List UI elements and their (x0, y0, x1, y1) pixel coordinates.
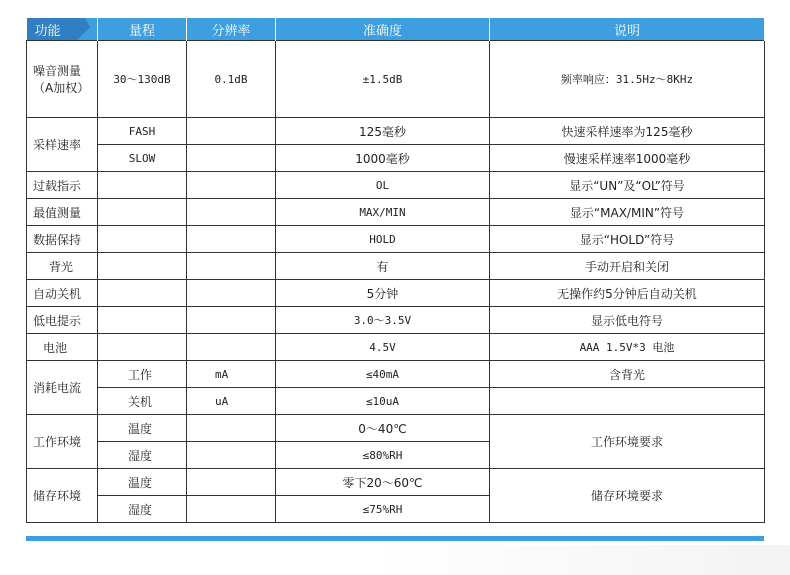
cell-range: 工作 (98, 361, 187, 388)
cell-resolution (187, 226, 276, 253)
spec-sheet (26, 18, 764, 523)
cell-accuracy: HOLD (276, 226, 490, 253)
cell-range (98, 199, 187, 226)
cell-accuracy: ≤10uA (276, 388, 490, 415)
cell-accuracy: MAX/MIN (276, 199, 490, 226)
cell-range (98, 226, 187, 253)
cell-function: 电池 (27, 334, 98, 361)
cell-resolution (187, 145, 276, 172)
cell-resolution (187, 199, 276, 226)
cell-accuracy: 有 (276, 253, 490, 280)
cell-range: SLOW (98, 145, 187, 172)
cell-accuracy: ≤75%RH (276, 496, 490, 523)
cell-range (98, 280, 187, 307)
cell-description: 无操作约5分钟后自动关机 (490, 280, 765, 307)
cell-function: 低电提示 (27, 307, 98, 334)
table-row (27, 388, 765, 415)
cell-description (490, 388, 765, 415)
cell-function: 噪音测量 （A加权） (27, 41, 98, 118)
cell-resolution: 0.1dB (187, 41, 276, 118)
cell-function: 过载指示 (27, 172, 98, 199)
table-row (27, 145, 765, 172)
cell-function: 消耗电流 (27, 361, 98, 415)
cell-range: FASH (98, 118, 187, 145)
cell-description: 快速采样速率为125毫秒 (490, 118, 765, 145)
cell-resolution: mA (187, 361, 276, 388)
cell-accuracy: 4.5V (276, 334, 490, 361)
cell-resolution (187, 172, 276, 199)
table-row (27, 41, 765, 118)
cell-accuracy: ≤40mA (276, 361, 490, 388)
cell-resolution (187, 442, 276, 469)
cell-function: 自动关机 (27, 280, 98, 307)
background-fade (370, 545, 790, 575)
cell-function: 背光 (27, 253, 98, 280)
bottom-accent-bar (26, 536, 764, 541)
cell-description: AAA 1.5V*3 电池 (490, 334, 765, 361)
table-row (27, 226, 765, 253)
cell-description: 显示“UN”及“OL”符号 (490, 172, 765, 199)
cell-accuracy: ≤80%RH (276, 442, 490, 469)
cell-resolution (187, 496, 276, 523)
table-row (27, 415, 765, 442)
cell-function: 储存环境 (27, 469, 98, 523)
cell-resolution (187, 253, 276, 280)
cell-description: 手动开启和关闭 (490, 253, 765, 280)
table-row (27, 469, 765, 496)
cell-resolution (187, 334, 276, 361)
spec-table (26, 18, 765, 523)
cell-range (98, 334, 187, 361)
cell-function: 最值测量 (27, 199, 98, 226)
cell-description: 显示低电符号 (490, 307, 765, 334)
header-accuracy: 准确度 (276, 18, 490, 41)
cell-function: 采样速率 (27, 118, 98, 172)
table-header (27, 18, 765, 41)
cell-resolution (187, 469, 276, 496)
table-row (27, 199, 765, 226)
cell-range: 温度 (98, 415, 187, 442)
cell-range (98, 307, 187, 334)
cell-description: 储存环境要求 (490, 469, 765, 523)
cell-range: 温度 (98, 469, 187, 496)
header-description: 说明 (490, 18, 765, 41)
cell-description: 慢速采样速率1000毫秒 (490, 145, 765, 172)
cell-resolution: uA (187, 388, 276, 415)
cell-function: 数据保持 (27, 226, 98, 253)
cell-resolution (187, 415, 276, 442)
cell-description: 显示“MAX/MIN”符号 (490, 199, 765, 226)
cell-accuracy: 1000毫秒 (276, 145, 490, 172)
table-row (27, 172, 765, 199)
cell-accuracy: 5分钟 (276, 280, 490, 307)
cell-accuracy: OL (276, 172, 490, 199)
cell-description: 频率响应：31.5Hz～8KHz (490, 41, 765, 118)
cell-range: 30～130dB (98, 41, 187, 118)
cell-accuracy: 零下20～60℃ (276, 469, 490, 496)
cell-accuracy: 3.0～3.5V (276, 307, 490, 334)
cell-resolution (187, 118, 276, 145)
table-row (27, 307, 765, 334)
cell-description: 工作环境要求 (490, 415, 765, 469)
table-row (27, 280, 765, 307)
table-row (27, 334, 765, 361)
cell-description: 含背光 (490, 361, 765, 388)
cell-description: 显示“HOLD”符号 (490, 226, 765, 253)
table-row (27, 361, 765, 388)
table-row (27, 118, 765, 145)
cell-function: 工作环境 (27, 415, 98, 469)
header-range: 量程 (98, 18, 187, 41)
cell-resolution (187, 280, 276, 307)
cell-range: 湿度 (98, 442, 187, 469)
cell-range (98, 172, 187, 199)
cell-accuracy: 125毫秒 (276, 118, 490, 145)
header-function: 功能 (27, 18, 98, 41)
cell-resolution (187, 307, 276, 334)
cell-range: 湿度 (98, 496, 187, 523)
cell-range (98, 253, 187, 280)
header-resolution: 分辨率 (187, 18, 276, 41)
table-row (27, 253, 765, 280)
cell-range: 关机 (98, 388, 187, 415)
cell-accuracy: ±1.5dB (276, 41, 490, 118)
cell-accuracy: 0～40℃ (276, 415, 490, 442)
